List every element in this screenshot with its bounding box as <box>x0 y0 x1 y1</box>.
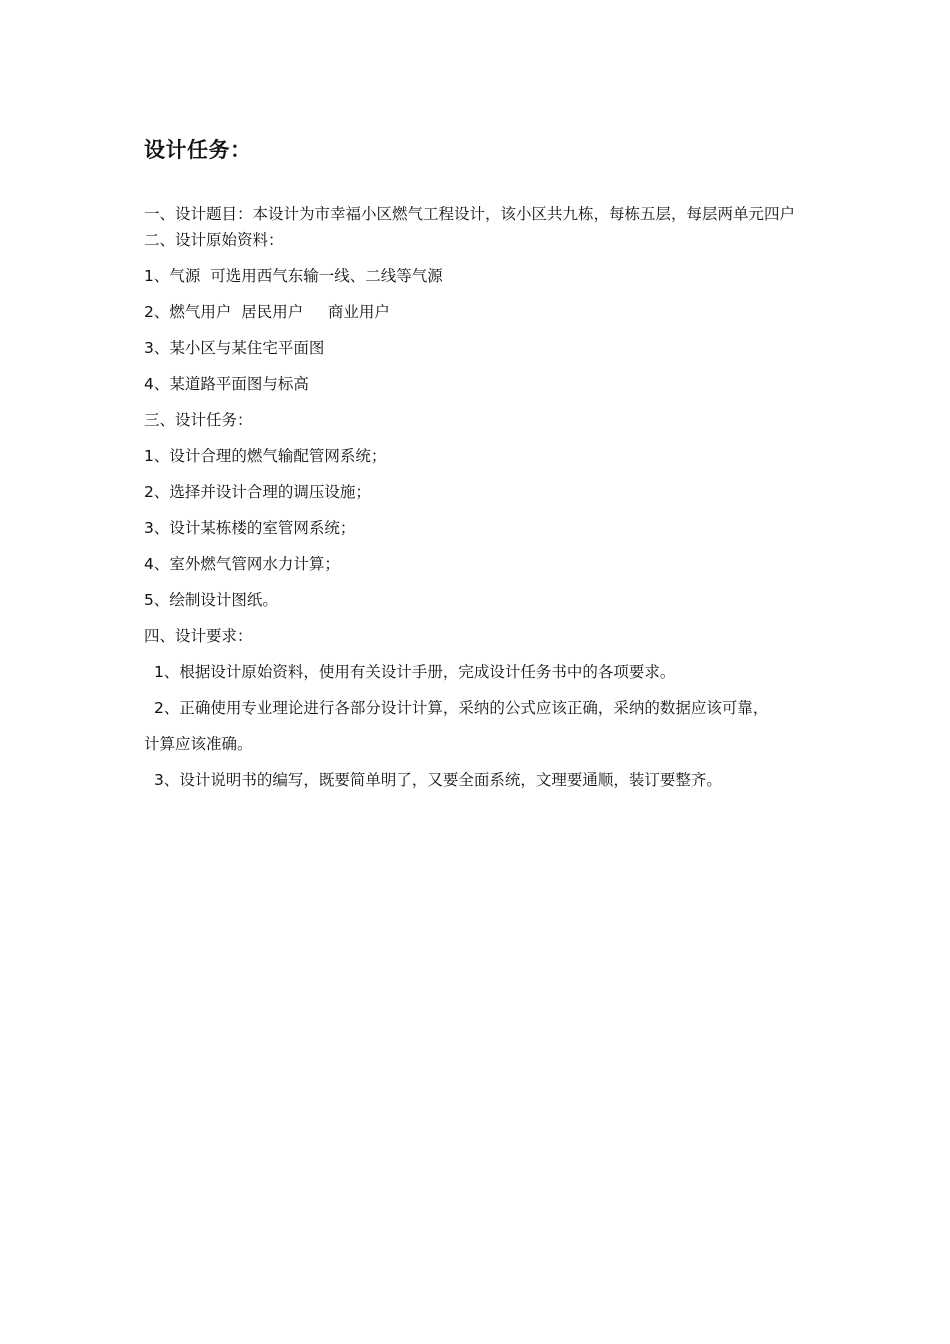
list-item-task-4: 4、室外燃气管网水力计算； <box>144 555 340 573</box>
list-item-site-plan: 3、某小区与某住宅平面图 <box>144 339 325 357</box>
list-item-task-3: 3、设计某栋楼的室管网系统； <box>144 519 356 537</box>
list-item-requirement-2-continued: 计算应该准确。 <box>144 735 253 753</box>
list-item-task-2: 2、选择并设计合理的调压设施； <box>144 483 371 501</box>
section-design-topic: 一、设计题目：本设计为市幸福小区燃气工程设计，该小区共九栋，每栋五层，每层两单元四户 <box>144 205 796 223</box>
section-heading-design-requirements: 四、设计要求： <box>144 627 253 645</box>
section-heading-design-tasks: 三、设计任务： <box>144 411 253 429</box>
list-item-gas-users: 2、燃气用户 居民用户 商业用户 <box>144 303 390 321</box>
list-item-road-plan: 4、某道路平面图与标高 <box>144 375 309 393</box>
list-item-gas-source: 1、气源 可选用西气东输一线、二线等气源 <box>144 267 443 285</box>
document-content <box>144 136 816 792</box>
list-item-requirement-2: 2、正确使用专业理论进行各部分设计计算，采纳的公式应该正确，采纳的数据应该可靠， <box>154 699 769 717</box>
list-item-requirement-3: 3、设计说明书的编写，既要简单明了，又要全面系统，文理要通顺，装订要整齐。 <box>154 771 722 789</box>
list-item-task-5: 5、绘制设计图纸。 <box>144 591 278 609</box>
section-heading-original-data: 二、设计原始资料： <box>144 231 284 249</box>
document-title: 设计任务： <box>144 138 252 162</box>
list-item-task-1: 1、设计合理的燃气输配管网系统； <box>144 447 387 465</box>
list-item-requirement-1: 1、根据设计原始资料，使用有关设计手册，完成设计任务书中的各项要求。 <box>154 663 676 681</box>
